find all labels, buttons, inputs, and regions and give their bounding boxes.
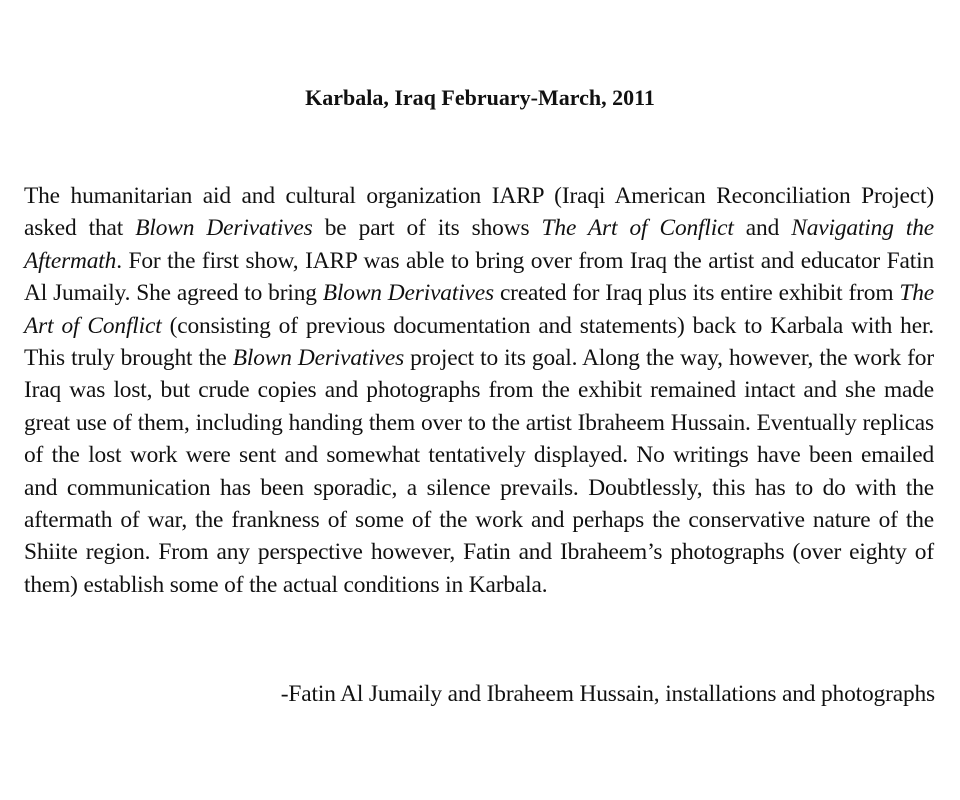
text-segment: (consisting of previous documentation and statements) back to Karbala with her. This truly brought the [24,312,934,372]
italic-title: The Art of Conflict [24,280,934,339]
text-segment: The humanitarian aid and cultural organization IARP (Iraqi American Reconciliation Project) asked that [24,183,934,242]
text-segment: project to its goal. Along the way, however, the work for Iraq was lost, but crude copies and photographs from the exhibit remained intact and she made great use of them, including handing them over to the artist Ibraheem Hussain. Eventually replicas of the lost work were sent and somewhat tentatively displayed. No writings have been emailed and communication has been sporadic, a silence prevails. Doubtlessly, this has to do with the aftermath of war, the frankness of some of the work and perhaps the conservative nature of the Shiite region. From any perspective however, Fatin and Ibraheem’s photographs (over eighty of them) establish some of the actual conditions in Karbala. [24,345,934,598]
italic-title: The Art of Conflict [541,215,734,242]
italic-title: Navigating the Aftermath [24,215,934,274]
text-segment: created for Iraq plus its entire exhibit from [493,280,900,307]
text-segment: be part of its shows [312,215,542,242]
italic-title: Blown Derivatives [232,345,405,372]
body-paragraph [24,180,934,601]
attribution-line: -Fatin Al Jumaily and Ibraheem Hussain, installations and photographs [280,681,935,707]
italic-title: Blown Derivatives [135,215,313,242]
text-segment: and [733,215,792,242]
page-title: Karbala, Iraq February-March, 2011 [305,85,655,110]
italic-title: Blown Derivatives [322,280,494,307]
text-segment: . For the first show, IARP was able to bring over from Iraq the artist and educator Fatin Al Jumaily. She agreed to bring [24,247,934,307]
